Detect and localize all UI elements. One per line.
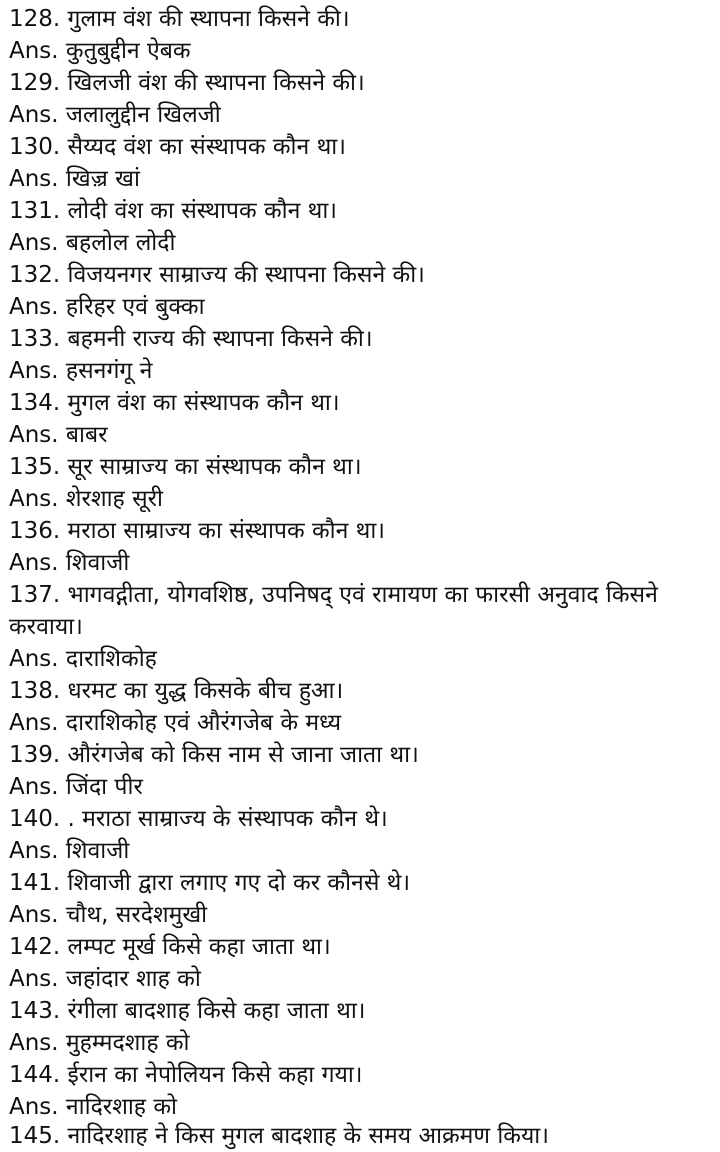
question-134: 134. मुगल वंश का संस्थापक कौन था। — [9, 390, 340, 416]
answer-138: Ans. दाराशिकोह एवं औरंगजेब के मध्य — [9, 710, 342, 736]
question-130: 130. सैय्यद वंश का संस्थापक कौन था। — [9, 134, 346, 160]
question-137: 137. भागवद्गीता, योगवशिष्ठ, उपनिषद् एवं रामायण का फारसी अनुवाद किसने करवाया। — [9, 582, 658, 640]
question-140: 140. . मराठा साम्राज्य के संस्थापक कौन थे। — [9, 806, 388, 832]
question-136: 136. मराठा साम्राज्य का संस्थापक कौन था। — [9, 518, 386, 544]
answer-128: Ans. कुतुबुद्दीन ऐबक — [9, 38, 191, 64]
question-141: 141. शिवाजी द्वारा लगाए गए दो कर कौनसे थे। — [9, 870, 411, 896]
answer-131: Ans. बहलोल लोदी — [9, 230, 176, 256]
answer-143: Ans. मुहम्मदशाह को — [9, 1030, 190, 1056]
question-131: 131. लोदी वंश का संस्थापक कौन था। — [9, 198, 338, 224]
answer-129: Ans. जलालुद्दीन खिलजी — [9, 102, 221, 128]
answer-130: Ans. खिज़्र खां — [9, 166, 140, 192]
question-142: 142. लम्पट मूर्ख किसे कहा जाता था। — [9, 934, 331, 960]
answer-140: Ans. शिवाजी — [9, 838, 130, 864]
answer-141: Ans. चौथ, सरदेशमुखी — [9, 902, 208, 928]
question-144: 144. ईरान का नेपोलियन किसे कहा गया। — [9, 1062, 363, 1088]
question-132: 132. विजयनगर साम्राज्य की स्थापना किसने की। — [9, 262, 425, 288]
question-129: 129. खिलजी वंश की स्थापना किसने की। — [9, 70, 365, 96]
answer-137: Ans. दाराशिकोह — [9, 646, 157, 672]
answer-136: Ans. शिवाजी — [9, 550, 130, 576]
question-133: 133. बहमनी राज्य की स्थापना किसने की। — [9, 326, 373, 352]
qa-list — [9, 3, 716, 1123]
answer-135: Ans. शेरशाह सूरी — [9, 486, 163, 512]
question-139: 139. औरंगजेब को किस नाम से जाना जाता था। — [9, 742, 419, 768]
answer-133: Ans. हसनगंगू ने — [9, 358, 153, 384]
answer-132: Ans. हरिहर एवं बुक्का — [9, 294, 205, 320]
question-135: 135. सूर साम्राज्य का संस्थापक कौन था। — [9, 454, 362, 480]
question-138: 138. धरमट का युद्ध किसके बीच हुआ। — [9, 678, 344, 704]
question-143: 143. रंगीला बादशाह किसे कहा जाता था। — [9, 998, 366, 1024]
answer-144: Ans. नादिरशाह को — [9, 1094, 177, 1120]
answer-139: Ans. जिंदा पीर — [9, 774, 143, 800]
clipped-next-question: 145. नादिरशाह ने किस मुगल बादशाह के समय आक्रमण किया। — [9, 1123, 549, 1149]
answer-142: Ans. जहांदार शाह को — [9, 966, 201, 992]
question-128: 128. गुलाम वंश की स्थापना किसने की। — [9, 6, 350, 32]
answer-134: Ans. बाबर — [9, 422, 108, 448]
